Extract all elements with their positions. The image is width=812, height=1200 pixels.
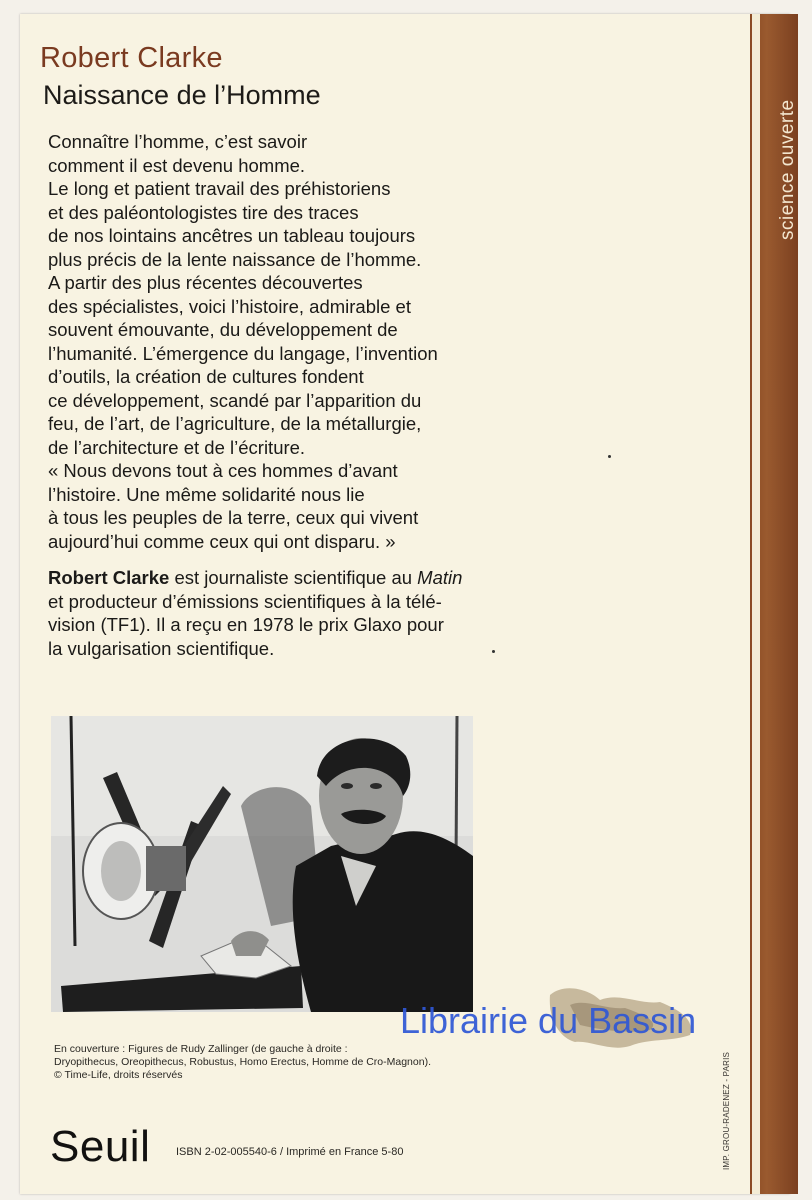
spine-edge: [752, 14, 760, 1194]
blurb-line: comment il est devenu homme.: [48, 154, 306, 176]
blurb-line: des spécialistes, voici l’histoire, admirable et: [48, 295, 411, 317]
bio-line: la vulgarisation scientifique.: [48, 637, 275, 659]
blurb-line: A partir des plus récentes découvertes: [48, 272, 363, 293]
blurb-line: Le long et patient travail des préhistoriens: [48, 178, 391, 199]
publisher-logo: Seuil: [50, 1122, 151, 1171]
printer-credit: IMP. GROU-RADENEZ - PARIS: [722, 1051, 731, 1170]
series-title: science ouverte: [777, 99, 798, 240]
blurb-line: « Nous devons tout à ces hommes d’avant: [48, 460, 398, 481]
bio-text: est journaliste scientifique au: [169, 567, 418, 588]
blurb-line: l’histoire. Une même solidarité nous lie: [48, 483, 365, 505]
caption-line: © Time-Life, droits réservés: [54, 1069, 183, 1081]
speck: [608, 455, 611, 458]
bookseller-watermark: Librairie du Bassin: [400, 1000, 697, 1041]
caption-line: En couverture : Figures de Rudy Zallinger (de gauche à droite :: [54, 1043, 348, 1055]
blurb-line: ce développement, scandé par l’apparition du: [48, 389, 422, 411]
blurb: [48, 130, 518, 553]
bio-name: Robert Clarke: [48, 567, 170, 588]
speck: [492, 650, 495, 653]
newspaper-name: Matin: [417, 567, 463, 588]
author-bio: [48, 566, 518, 660]
blurb-line: feu, de l’art, de l’agriculture, de la métallurgie,: [48, 413, 422, 434]
blurb-line: de l’architecture et de l’écriture.: [48, 436, 306, 458]
blurb-line: souvent émouvante, du développement de: [48, 319, 398, 340]
blurb-line: Connaître l’homme, c’est savoir: [48, 131, 308, 152]
bio-line: [48, 566, 518, 590]
bio-line: et producteur d’émissions scientifiques à la télé-: [48, 590, 442, 612]
isbn-line: ISBN 2-02-005540-6 / Imprimé en France 5-80: [176, 1146, 404, 1158]
blurb-line: plus précis de la lente naissance de l’homme.: [48, 248, 422, 270]
blurb-line: à tous les peuples de la terre, ceux qui vivent: [48, 507, 419, 528]
cover-caption: [54, 1043, 514, 1082]
bio-line: vision (TF1). Il a reçu en 1978 le prix Glaxo pour: [48, 614, 444, 635]
blurb-line: de nos lointains ancêtres un tableau toujours: [48, 225, 416, 246]
caption-line: Dryopithecus, Oreopithecus, Robustus, Homo Erectus, Homme de Cro-Magnon).: [54, 1056, 431, 1068]
author-name: Robert Clarke: [40, 42, 223, 74]
blurb-line: l’humanité. L’émergence du langage, l’invention: [48, 342, 438, 364]
book-title: Naissance de l’Homme: [43, 80, 321, 110]
blurb-line: d’outils, la création de cultures fondent: [48, 366, 364, 387]
author-photo: [51, 716, 473, 1012]
blurb-line: et des paléontologistes tire des traces: [48, 201, 359, 223]
blurb-line: aujourd’hui comme ceux qui ont disparu. »: [48, 530, 396, 552]
